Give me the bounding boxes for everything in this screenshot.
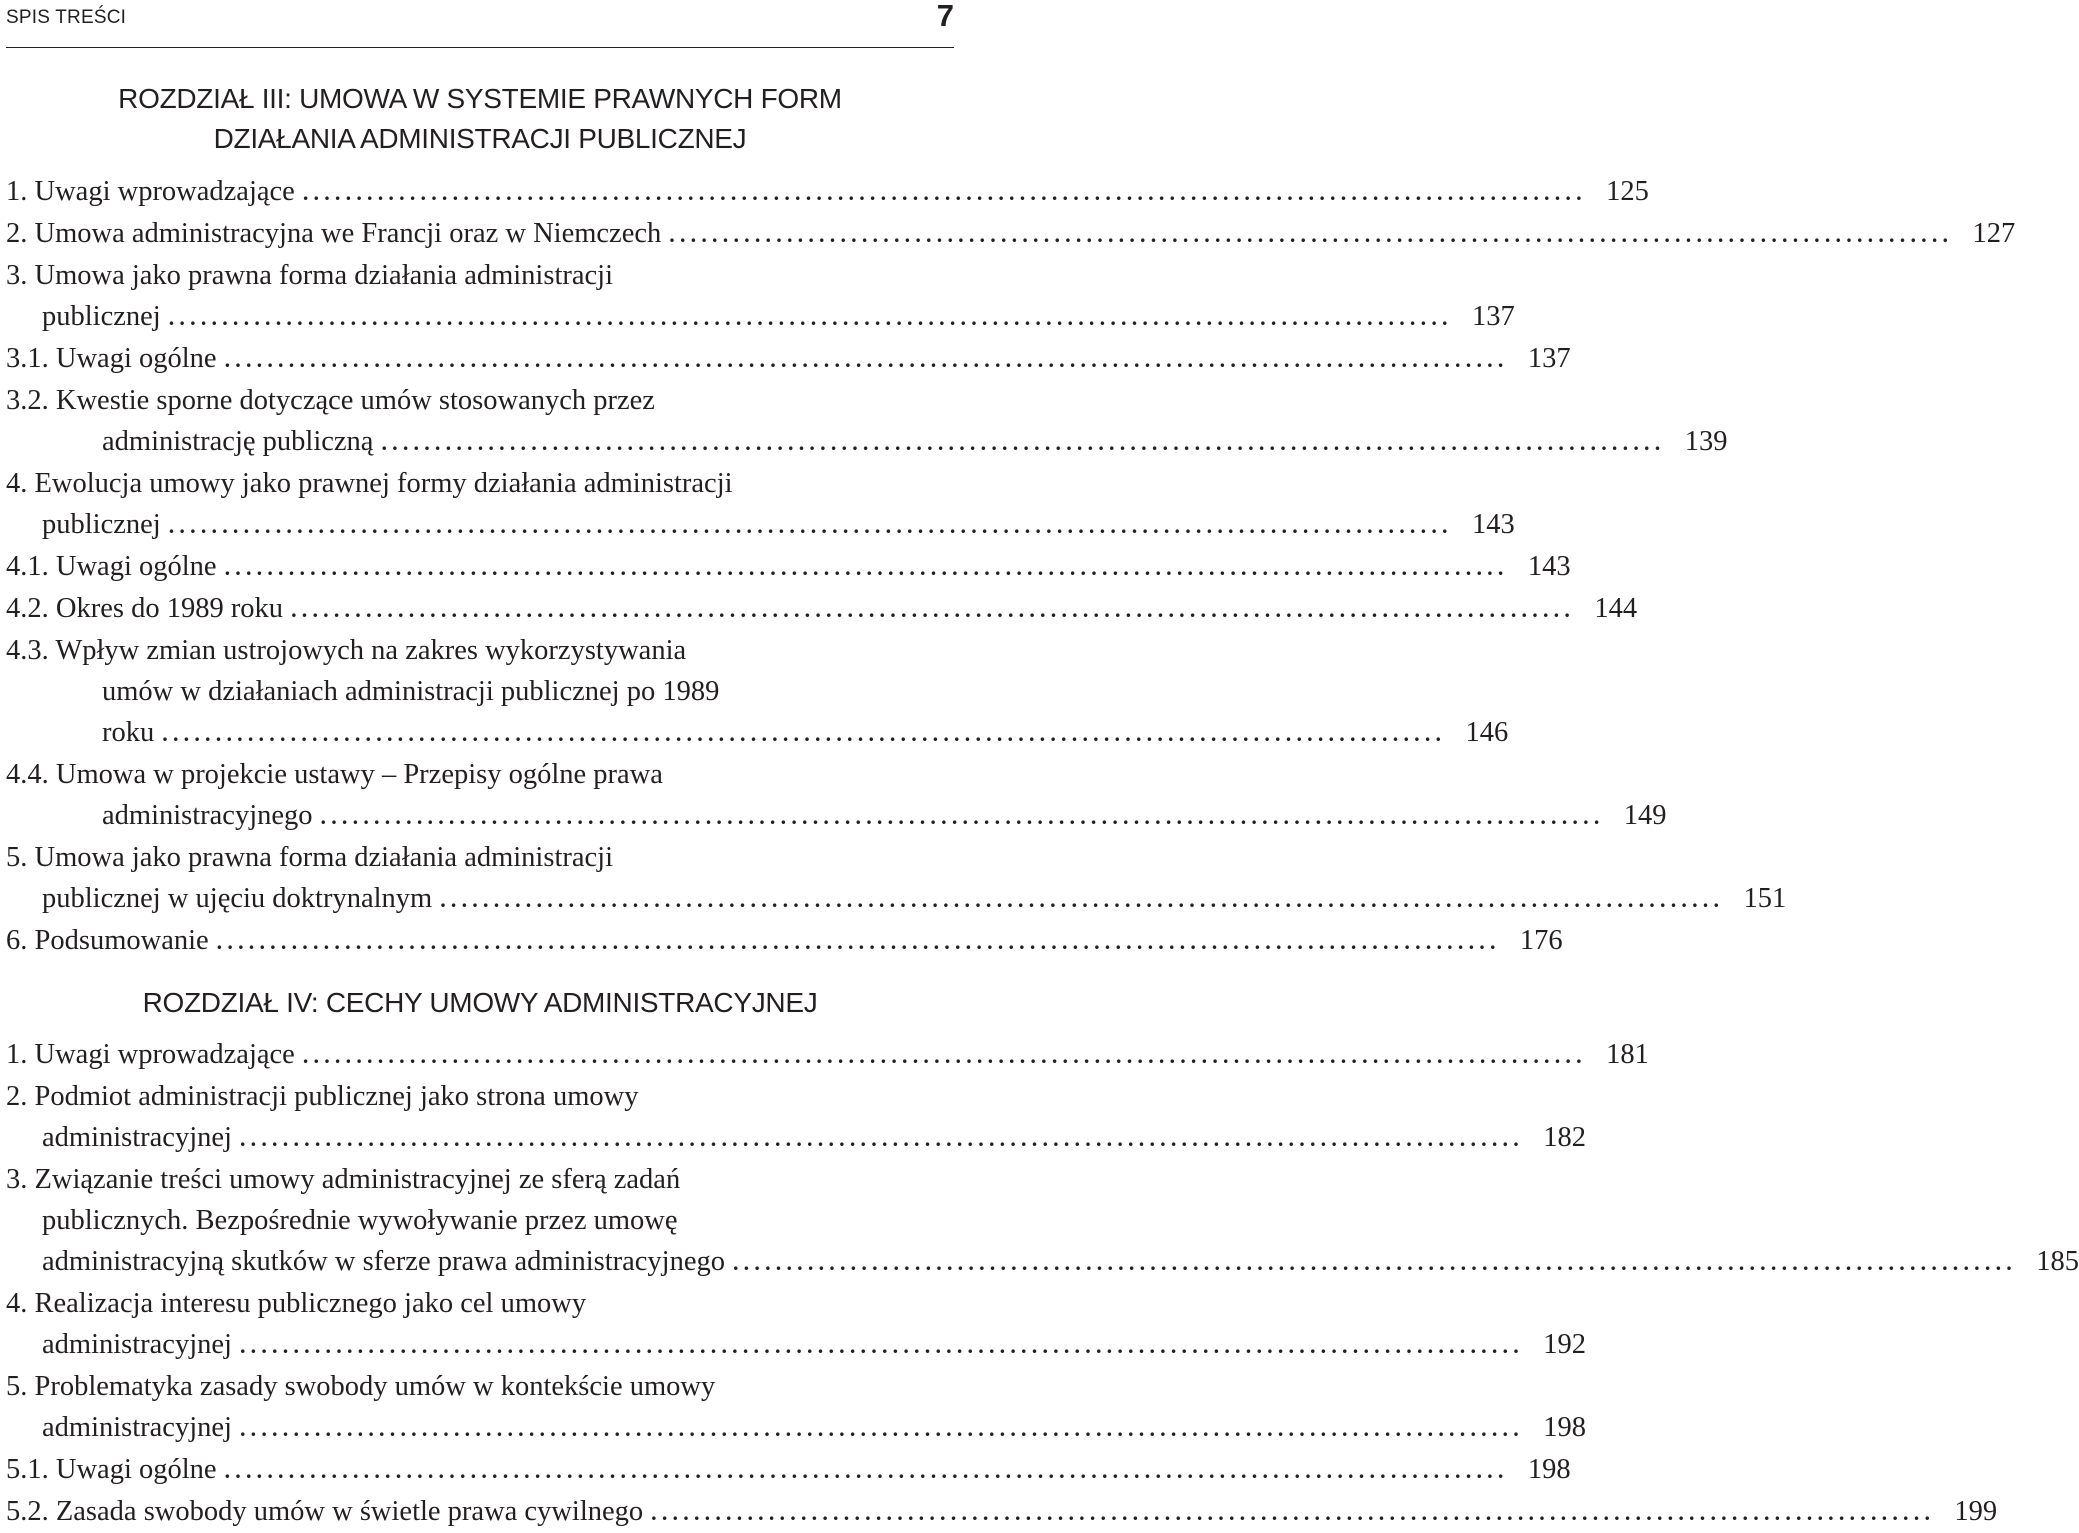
toc-entry-line: publicznych. Bezpośrednie wywoływanie przez umowę [42, 1205, 678, 1236]
toc-entry-page: 192 [1543, 1329, 1586, 1360]
toc-entry-last-line [6, 1117, 1586, 1159]
toc-entry-title: administracyjnego [102, 800, 313, 831]
toc-entry-title: 5.1. Uwagi ogólne [6, 1454, 217, 1485]
toc-entry[interactable] [6, 380, 1728, 463]
toc-entry-last-line [6, 1034, 1649, 1076]
toc-entry[interactable] [6, 630, 1509, 754]
dot-leader: ........................................................................................................................ [291, 597, 1576, 622]
toc-entry-last-line [6, 795, 1667, 837]
toc-entry[interactable] [6, 1034, 1649, 1076]
dot-leader: ........................................................................................................................ [302, 1043, 1587, 1068]
toc-entry[interactable] [6, 1076, 1586, 1159]
dot-leader: ........................................................................................................................ [224, 555, 1509, 580]
dot-leader: ........................................................................................................................ [168, 513, 1453, 538]
toc-entry-last-line [6, 546, 1571, 588]
toc-entry[interactable] [6, 588, 1638, 630]
toc-entry-page: 137 [1527, 343, 1571, 374]
dot-leader: ........................................................................................................................ [239, 1416, 1524, 1441]
chapter-4-heading [0, 983, 960, 1023]
chapter-3-heading-line-2: DZIAŁANIA ADMINISTRACJI PUBLICZNEJ [213, 123, 747, 154]
toc-entry-line: 3.2. Kwestie sporne dotyczące umów stosowanych przez [6, 385, 655, 416]
dot-leader: ........................................................................................................................ [216, 929, 1501, 954]
toc-entry-last-line [6, 1491, 1998, 1533]
toc-entry-line: 3. Umowa jako prawna forma działania administracji [6, 260, 613, 291]
dot-leader: ........................................................................................................................ [669, 222, 1954, 247]
toc-entry-last-line [6, 296, 1515, 338]
toc-entry[interactable] [6, 920, 1563, 962]
toc-entry-title: 5.2. Zasada swobody umów w świetle prawa cywilnego [6, 1496, 644, 1527]
toc-entry-page: 181 [1606, 1039, 1649, 1070]
toc-entry[interactable] [6, 546, 1571, 588]
toc-entry[interactable] [6, 837, 1787, 920]
dot-leader: ........................................................................................................................ [224, 1458, 1509, 1483]
toc-entry-page: 151 [1743, 883, 1787, 914]
toc-entry-line: 4.4. Umowa w projekcie ustawy – Przepisy ogólne prawa [6, 759, 663, 790]
toc-entry-title: 2. Umowa administracyjna we Francji oraz w Niemczech [6, 218, 662, 249]
toc-entry-page: 149 [1623, 800, 1667, 831]
running-head-title: SPIS TREŚCI [6, 7, 127, 28]
toc-entry-title: administracyjnej [42, 1329, 232, 1360]
chapter-3-heading [0, 79, 960, 159]
dot-leader: ........................................................................................................................ [224, 347, 1509, 372]
toc-entry-last-line [6, 712, 1509, 754]
toc-entry-title: 3.1. Uwagi ogólne [6, 343, 217, 374]
toc-entry-line: 5. Umowa jako prawna forma działania administracji [6, 842, 613, 873]
toc-entry-title: publicznej [42, 301, 161, 332]
toc-entry-title: 1. Uwagi wprowadzające [6, 176, 295, 207]
page-number: 7 [936, 0, 954, 33]
toc-entry-line: umów w działaniach administracji publicznej po 1989 [102, 676, 720, 707]
toc-entry[interactable] [6, 1366, 1586, 1449]
dot-leader: ........................................................................................................................ [162, 721, 1447, 746]
toc-entry-last-line [6, 338, 1571, 380]
toc-entry-page: 182 [1543, 1122, 1586, 1153]
toc-entry-page: 176 [1519, 925, 1563, 956]
chapter-4-entries [6, 1034, 2079, 1533]
chapter-3-heading-line-1: ROZDZIAŁ III: UMOWA W SYSTEMIE PRAWNYCH FORM [118, 83, 842, 114]
toc-entry-title: roku [102, 717, 155, 748]
toc-entry-title: 6. Podsumowanie [6, 925, 209, 956]
toc-entry[interactable] [6, 213, 2016, 255]
toc-entry-line: 3. Związanie treści umowy administracyjnej ze sferą zadań [6, 1164, 681, 1195]
toc-entry-last-line [6, 588, 1638, 630]
toc-entry-title: publicznej [42, 509, 161, 540]
toc-entry-title: 4.1. Uwagi ogólne [6, 551, 217, 582]
toc-entry-page: 185 [2036, 1246, 2079, 1277]
dot-leader: ........................................................................................................................ [651, 1500, 1936, 1525]
toc-entry-page: 125 [1606, 176, 1649, 207]
toc-entry-page: 139 [1684, 426, 1728, 457]
dot-leader: ........................................................................................................................ [440, 887, 1725, 912]
dot-leader: ........................................................................................................................ [381, 430, 1666, 455]
dot-leader: ........................................................................................................................ [168, 305, 1453, 330]
toc-entry[interactable] [6, 338, 1571, 380]
toc-entry-page: 143 [1471, 509, 1515, 540]
toc-entry[interactable] [6, 754, 1667, 837]
chapter-3-entries [6, 171, 2016, 962]
toc-entry-last-line [6, 171, 1649, 213]
toc-entry[interactable] [6, 255, 1515, 338]
toc-entry-title: administracyjnej [42, 1412, 232, 1443]
toc-entry-last-line [6, 504, 1515, 546]
toc-entry-page: 146 [1465, 717, 1509, 748]
toc-entry[interactable] [6, 1491, 1998, 1533]
running-head [6, 0, 954, 48]
toc-entry-page: 127 [1972, 218, 2016, 249]
dot-leader: ........................................................................................................................ [732, 1250, 2017, 1275]
toc-entry-last-line [6, 920, 1563, 962]
toc-entry[interactable] [6, 1449, 1571, 1491]
toc-entry-page: 199 [1954, 1496, 1998, 1527]
toc-entry-title: administracyjną skutków w sferze prawa administracyjnego [42, 1246, 725, 1277]
toc-entry-last-line [6, 213, 2016, 255]
toc-entry-page: 143 [1527, 551, 1571, 582]
toc-entry-title: administrację publiczną [102, 426, 374, 457]
toc-entry-line: 4. Ewolucja umowy jako prawnej formy działania administracji [6, 468, 733, 499]
toc-entry-last-line [6, 1449, 1571, 1491]
dot-leader: ........................................................................................................................ [320, 804, 1605, 829]
dot-leader: ........................................................................................................................ [302, 180, 1587, 205]
toc-entry-line: 4. Realizacja interesu publicznego jako cel umowy [6, 1288, 587, 1319]
toc-entry-title: administracyjnej [42, 1122, 232, 1153]
toc-entry[interactable] [6, 463, 1515, 546]
toc-entry-page: 144 [1594, 593, 1638, 624]
toc-entry-title: 1. Uwagi wprowadzające [6, 1039, 295, 1070]
toc-entry[interactable] [6, 1159, 2079, 1283]
toc-entry-page: 137 [1471, 301, 1515, 332]
toc-entry-last-line [6, 878, 1787, 920]
toc-entry-page: 198 [1527, 1454, 1571, 1485]
toc-entry[interactable] [6, 171, 1649, 213]
dot-leader: ........................................................................................................................ [239, 1333, 1524, 1358]
toc-entry-last-line [6, 1241, 2079, 1283]
dot-leader: ........................................................................................................................ [239, 1126, 1524, 1151]
toc-entry-title: publicznej w ujęciu doktrynalnym [42, 883, 433, 914]
toc-entry-line: 5. Problematyka zasady swobody umów w kontekście umowy [6, 1371, 716, 1402]
chapter-4-heading-line-1: ROZDZIAŁ IV: CECHY UMOWY ADMINISTRACYJNEJ [142, 987, 818, 1018]
toc-entry-last-line [6, 421, 1728, 463]
toc-entry-line: 2. Podmiot administracji publicznej jako strona umowy [6, 1081, 639, 1112]
toc-entry-last-line [6, 1407, 1586, 1449]
toc-entry-page: 198 [1543, 1412, 1586, 1443]
toc-entry-line: 4.3. Wpływ zmian ustrojowych na zakres wykorzystywania [6, 635, 687, 666]
toc-entry-last-line [6, 1324, 1586, 1366]
toc-entry[interactable] [6, 1283, 1586, 1366]
toc-entry-title: 4.2. Okres do 1989 roku [6, 593, 284, 624]
